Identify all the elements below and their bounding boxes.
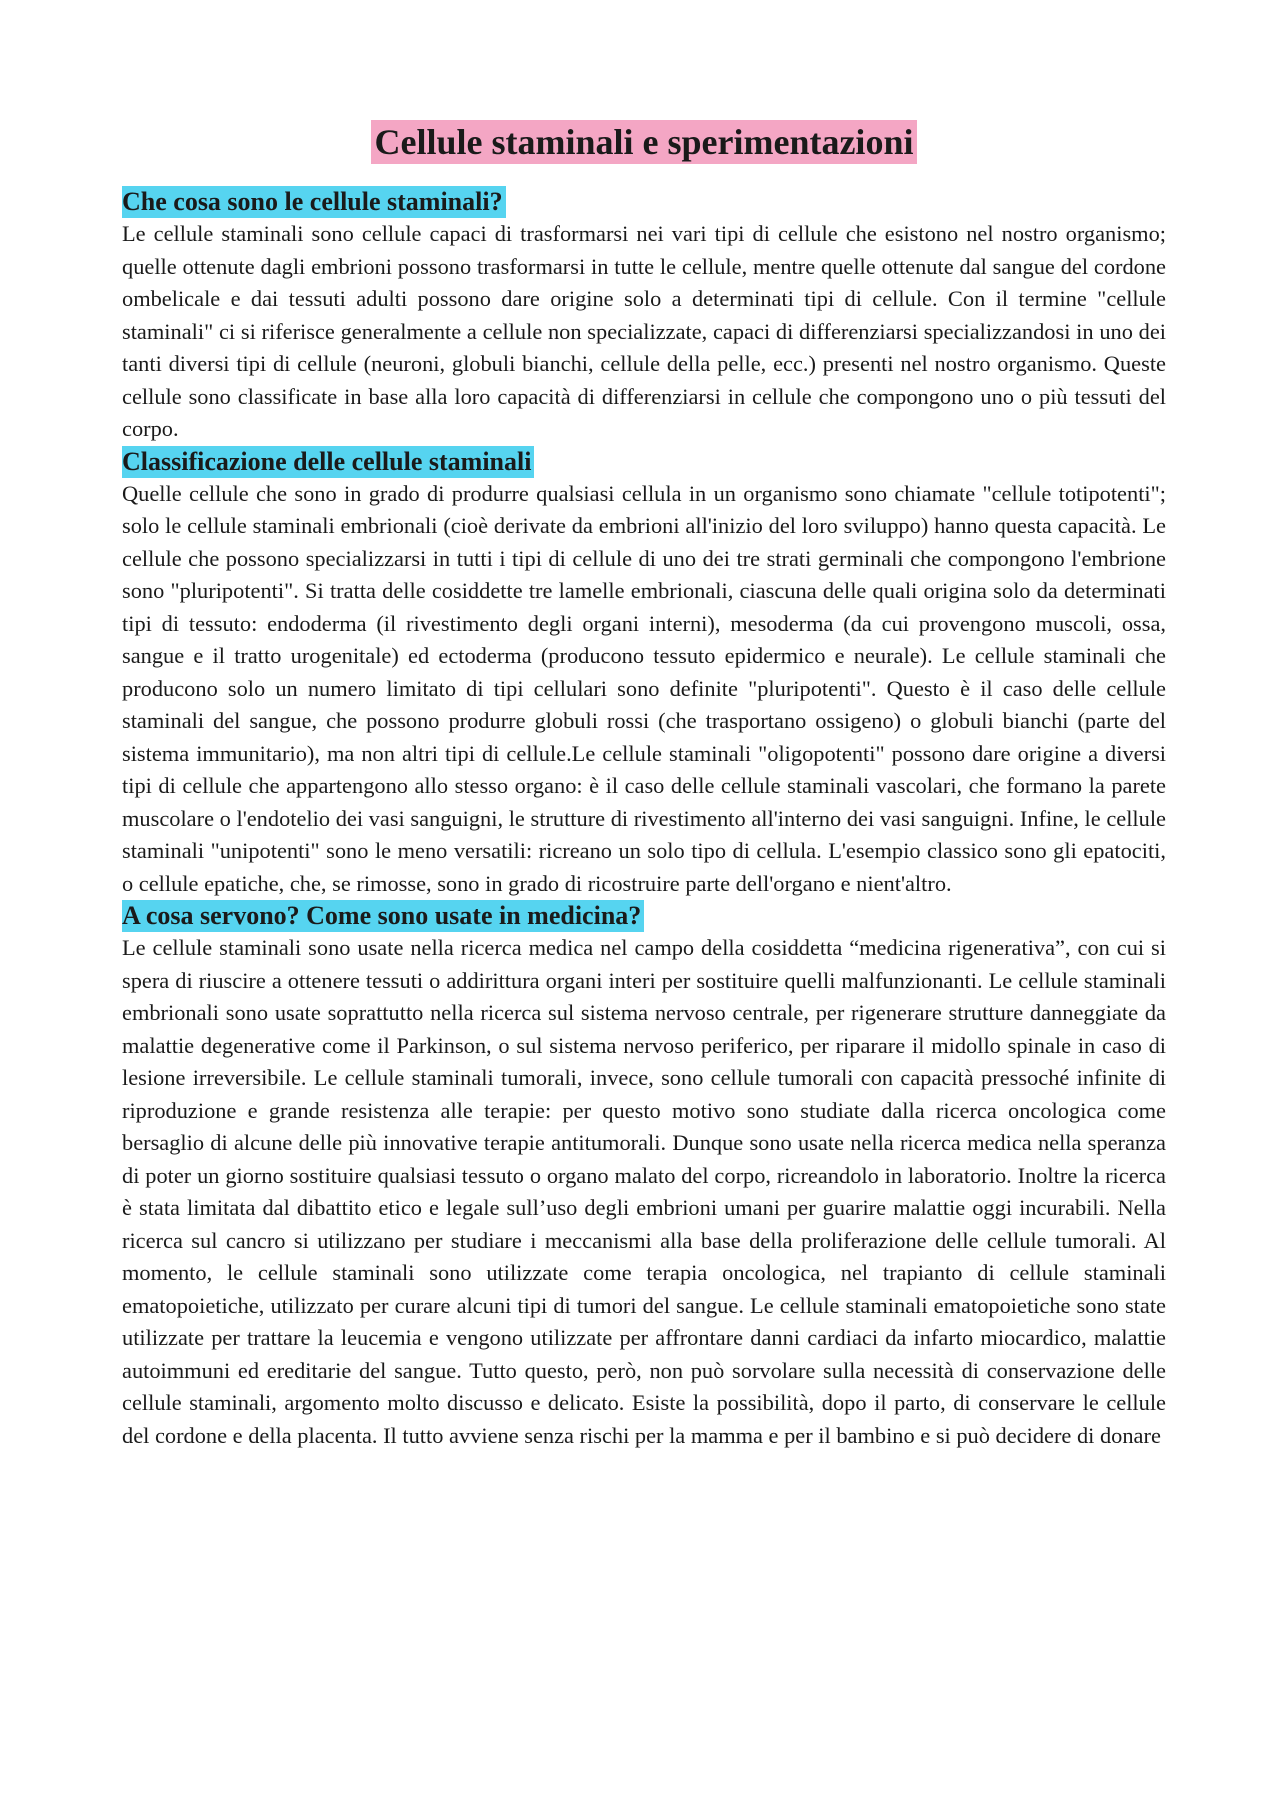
- section-body: Le cellule staminali sono cellule capaci di trasformarsi nei vari tipi di cellule che esistono nel nostro organismo; quelle ottenute dagli embrioni possono trasformarsi in tutte le cellule, mentre quelle ottenute dal sangue del cordone ombelicale e dai tessuti adulti possono dare origine solo a determinati tipi di cellule. Con il termine "cellule staminali" ci si riferisce generalmente a cellule non specializzate, capaci di differenziarsi specializzandosi in uno dei tanti diversi tipi di cellule (neuroni, globuli bianchi, cellule della pelle, ecc.) presenti nel nostro organismo. Queste cellule sono classificate in base alla loro capacità di differenziarsi in cellule che compongono uno o più tessuti del corpo.: [122, 221, 1166, 441]
- section-heading: Che cosa sono le cellule staminali?: [122, 186, 506, 218]
- title-wrap: [122, 120, 1166, 164]
- section-heading: Classificazione delle cellule staminali: [122, 446, 534, 478]
- section-classification: [122, 446, 1166, 901]
- document-page: [122, 120, 1166, 1452]
- section-what-are-stem-cells: [122, 186, 1166, 446]
- section-heading: A cosa servono? Come sono usate in medicina?: [122, 900, 644, 932]
- section-body: Quelle cellule che sono in grado di produrre qualsiasi cellula in un organismo sono chiamate "cellule totipotenti"; solo le cellule staminali embrionali (cioè derivate da embrioni all'inizio del loro sviluppo) hanno questa capacità. Le cellule che possono specializzarsi in tutti i tipi di cellule di uno dei tre strati germinali che compongono l'embrione sono "pluripotenti". Si tratta delle cosiddette tre lamelle embrionali, ciascuna delle quali origina solo da determinati tipi di tessuto: endoderma (il rivestimento degli organi interni), mesoderma (da cui provengono muscoli, ossa, sangue e il tratto urogenitale) ed ectoderma (producono tessuto epidermico e neurale). Le cellule staminali che producono solo un numero limitato di tipi cellulari sono definite "pluripotenti". Questo è il caso delle cellule staminali del sangue, che possono produrre globuli rossi (che trasportano ossigeno) o globuli bianchi (parte del sistema immunitario), ma non altri tipi di cellule.Le cellule staminali "oligopotenti" possono dare origine a diversi tipi di cellule che appartengono allo stesso organo: è il caso delle cellule staminali vascolari, che formano la parete muscolare o l'endotelio dei vasi sanguigni, le strutture di rivestimento all'interno dei vasi sanguigni. Infine, le cellule staminali "unipotenti" sono le meno versatili: ricreano un solo tipo di cellula. L'esempio classico sono gli epatociti, o cellule epatiche, che, se rimosse, sono in grado di ricostruire parte dell'organo e nient'altro.: [122, 480, 1166, 896]
- document-title: Cellule staminali e sperimentazioni: [371, 120, 918, 164]
- section-medical-uses: [122, 900, 1166, 1452]
- section-body: Le cellule staminali sono usate nella ricerca medica nel campo della cosiddetta “medicina rigenerativa”, con cui si spera di riuscire a ottenere tessuti o addirittura organi interi per sostituire quelli malfunzionanti. Le cellule staminali embrionali sono usate soprattutto nella ricerca sul sistema nervoso centrale, per rigenerare strutture danneggiate da malattie degenerative come il Parkinson, o sul sistema nervoso periferico, per riparare il midollo spinale in caso di lesione irreversibile. Le cellule staminali tumorali, invece, sono cellule tumorali con capacità pressoché infinite di riproduzione e grande resistenza alle terapie: per questo motivo sono studiate dalla ricerca oncologica come bersaglio di alcune delle più innovative terapie antitumorali. Dunque sono usate nella ricerca medica nella speranza di poter un giorno sostituire qualsiasi tessuto o organo malato del corpo, ricreandolo in laboratorio. Inoltre la ricerca è stata limitata dal dibattito etico e legale sull’uso degli embrioni umani per guarire malattie oggi incurabili. Nella ricerca sul cancro si utilizzano per studiare i meccanismi alla base della proliferazione delle cellule tumorali. Al momento, le cellule staminali sono utilizzate come terapia oncologica, nel trapianto di cellule staminali ematopoietiche, utilizzato per curare alcuni tipi di tumori del sangue. Le cellule staminali ematopoietiche sono state utilizzate per trattare la leucemia e vengono utilizzate per affrontare danni cardiaci da infarto miocardico, malattie autoimmuni ed ereditarie del sangue. Tutto questo, però, non può sorvolare sulla necessità di conservazione delle cellule staminali, argomento molto discusso e delicato. Esiste la possibilità, dopo il parto, di conservare le cellule del cordone e della placenta. Il tutto avviene senza rischi per la mamma e per il bambino e si può decidere di donare: [122, 935, 1166, 1448]
